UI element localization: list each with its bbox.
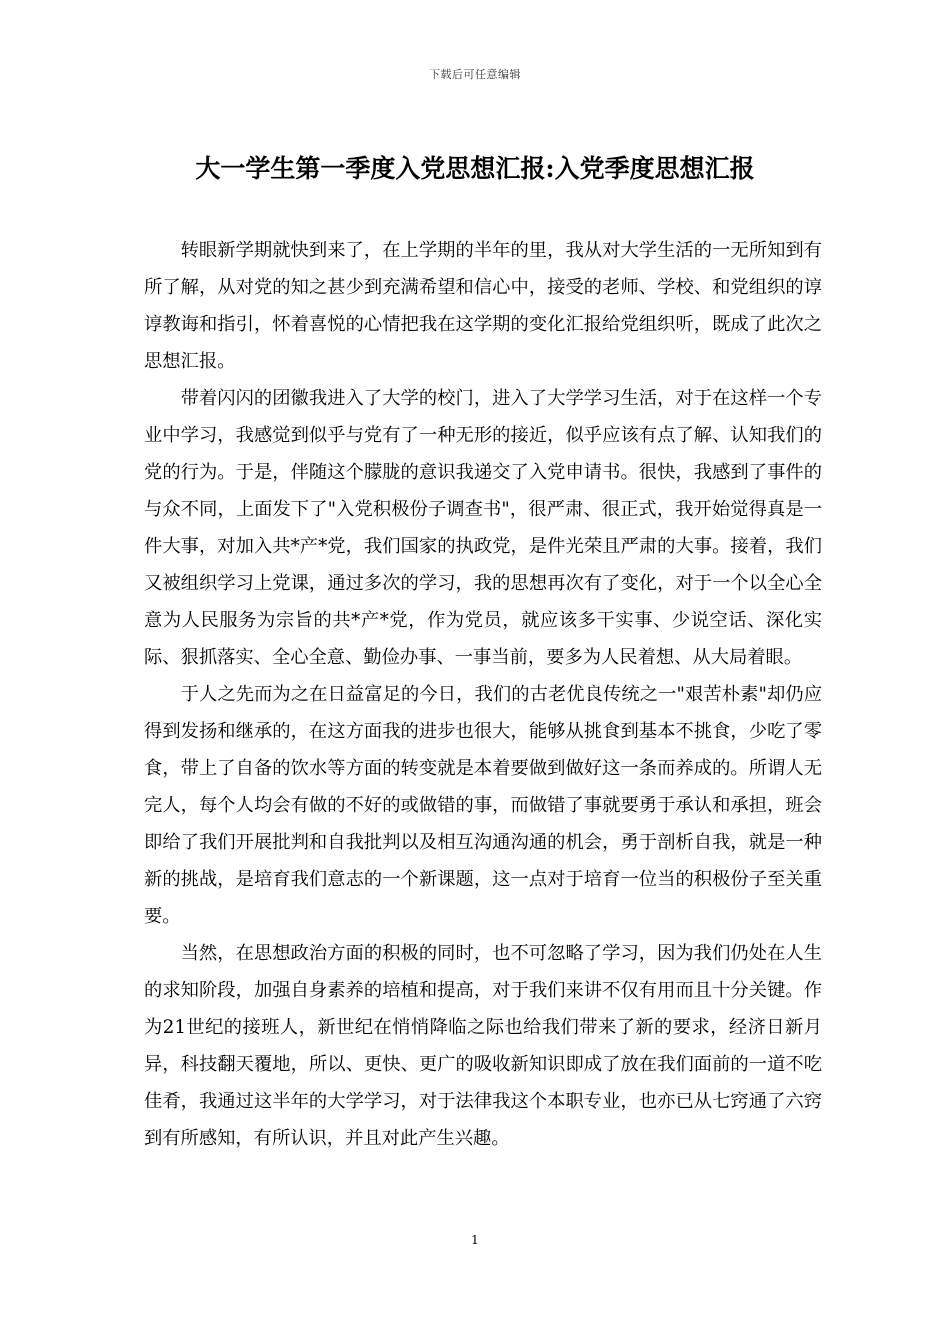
paragraph: 当然，在思想政治方面的积极的同时，也不可忽略了学习，因为我们仍处在人生的求知阶段，加强自身素养的培植和提高，对于我们来讲不仅有用而且十分关键。作为21世纪的接班人，新世纪在悄悄降临之际也给我们带来了新的要求，经济日新月异，科技翻天覆地，所以、更快、更广的吸收新知识即成了放在我们面前的一道不吃佳肴，我通过这半年的大学学习，对于法律我这个本职专业，也亦已从七窍通了六窍到有所感知，有所认识，并且对此产生兴趣。 bbox=[144, 943, 822, 1149]
page-number: 1 bbox=[471, 1233, 479, 1247]
paragraph: 于人之先而为之在日益富足的今日，我们的古老优良传统之一"艰苦朴素"却仍应得到发扬和继承的，在这方面我的进步也很大，能够从挑食到基本不挑食，少吃了零食，带上了自备的饮水等方面的转变就是本着要做到做好这一条而养成的。所谓人无完人，每个人均会有做的不好的或做错的事，而做错了事就要勇于承认和承担，班会即给了我们开展批判和自我批判以及相互沟通沟通的机会，勇于剖析自我，就是一种新的挑战，是培育我们意志的一个新课题，这一点对于培育一位当的积极份子至关重要。 bbox=[144, 684, 822, 927]
document-title: 大一学生第一季度入党思想汇报:入党季度思想汇报 bbox=[195, 154, 755, 183]
paragraph: 带着闪闪的团徽我进入了大学的校门，进入了大学学习生活，对于在这样一个专业中学习，我感觉到似乎与党有了一种无形的接近，似乎应该有点了解、认知我们的党的行为。于是，伴随这个朦胧的意识我递交了入党申请书。很快，我感到了事件的与众不同，上面发下了"入党积极份子调查书"，很严肃、很正式，我开始觉得真是一件大事，对加入共*产*党，我们国家的执政党，是件光荣且严肃的大事。接着，我们又被组织学习上党课，通过多次的学习，我的思想再次有了变化，对于一个以全心全意为人民服务为宗旨的共*产*党，作为党员，就应该多干实事、少说空话、深化实际、狠抓落实、全心全意、勤俭办事、一事当前，要多为人民着想、从大局着眼。 bbox=[144, 388, 822, 668]
header-note: 下载后可任意编辑 bbox=[429, 68, 521, 81]
document-body bbox=[144, 232, 822, 1157]
paragraph: 转眼新学期就快到来了，在上学期的半年的里，我从对大学生活的一无所知到有所了解，从对党的知之甚少到充满希望和信心中，接受的老师、学校、和党组织的谆谆教诲和指引，怀着喜悦的心情把我在这学期的变化汇报给党组织听，既成了此次之思想汇报。 bbox=[144, 240, 822, 372]
